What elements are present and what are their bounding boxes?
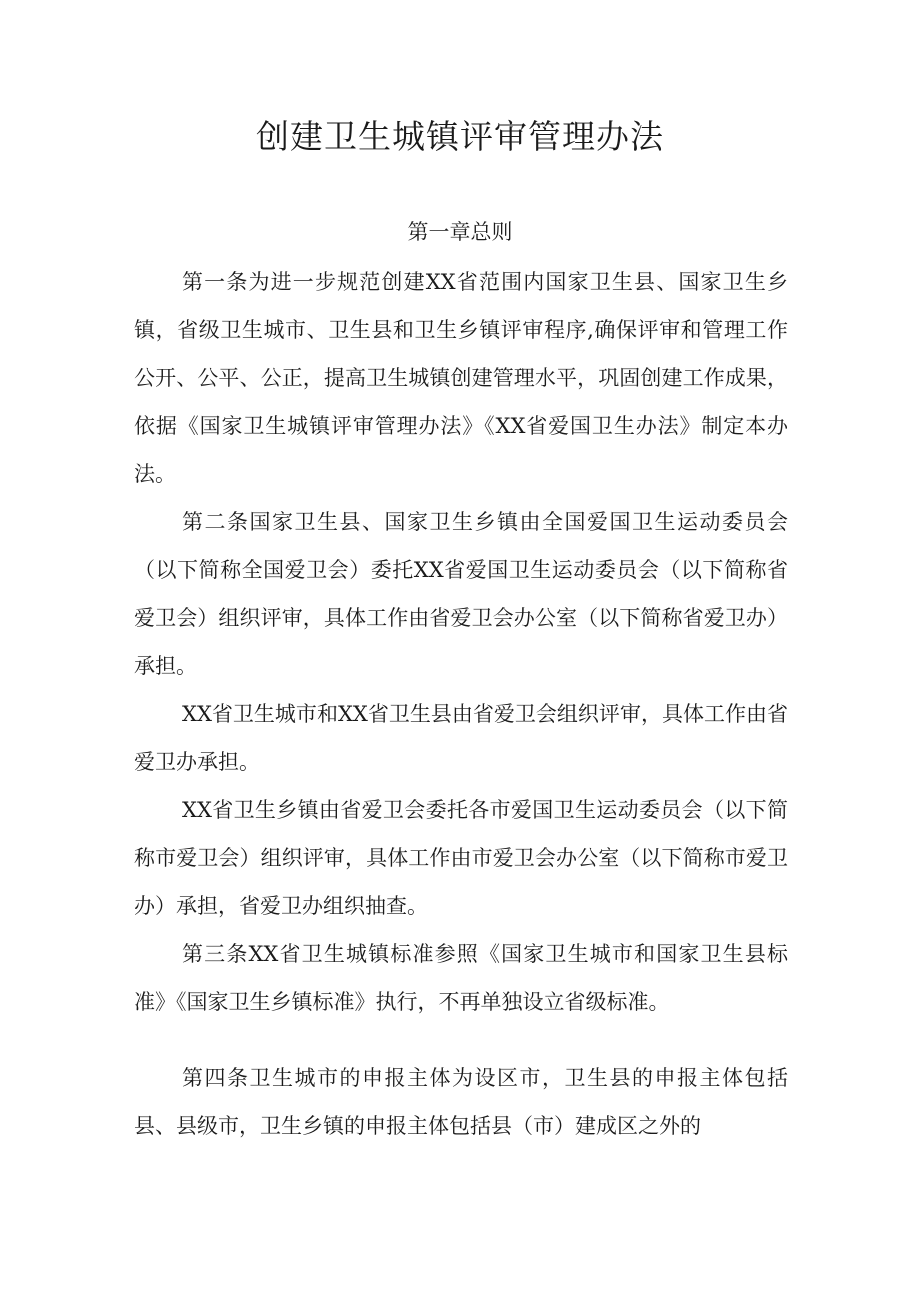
chapter-heading: 第一章总则 bbox=[407, 220, 513, 244]
provincial-town-paragraph: XX省卫生乡镇由省爱卫会委托各市爱国卫生运动委员会（以下简称市爱卫会）组织评审，具体工作由市爱卫会办公室（以下简称市爱卫办）承担，省爱卫办组织抽查。 bbox=[134, 798, 788, 918]
article-2-paragraph: 第二条国家卫生县、国家卫生乡镇由全国爱国卫生运动委员会（以下简称全国爱卫会）委托XX省爱国卫生运动委员会（以下简称省爱卫会）组织评审，具体工作由省爱卫会办公室（以下简称省爱卫办）承担。 bbox=[134, 510, 788, 678]
provincial-city-county-paragraph: XX省卫生城市和XX省卫生县由省爱卫会组织评审，具体工作由省爱卫办承担。 bbox=[134, 702, 788, 774]
article-4-paragraph: 第四条卫生城市的申报主体为设区市，卫生县的申报主体包括县、县级市，卫生乡镇的申报主体包括县（市）建成区之外的 bbox=[134, 1066, 788, 1138]
article-1-paragraph: 第一条为进一步规范创建XX省范围内国家卫生县、国家卫生乡镇，省级卫生城市、卫生县和卫生乡镇评审程序,确保评审和管理工作公开、公平、公正，提高卫生城镇创建管理水平，巩固创建工作成果，依据《国家卫生城镇评审管理办法》《XX省爱国卫生办法》制定本办法。 bbox=[134, 270, 788, 486]
article-3-paragraph: 第三条XX省卫生城镇标准参照《国家卫生城市和国家卫生县标准》《国家卫生乡镇标准》执行，不再单独设立省级标准。 bbox=[134, 942, 788, 1014]
document-title: 创建卫生城镇评审管理办法 bbox=[256, 117, 664, 156]
